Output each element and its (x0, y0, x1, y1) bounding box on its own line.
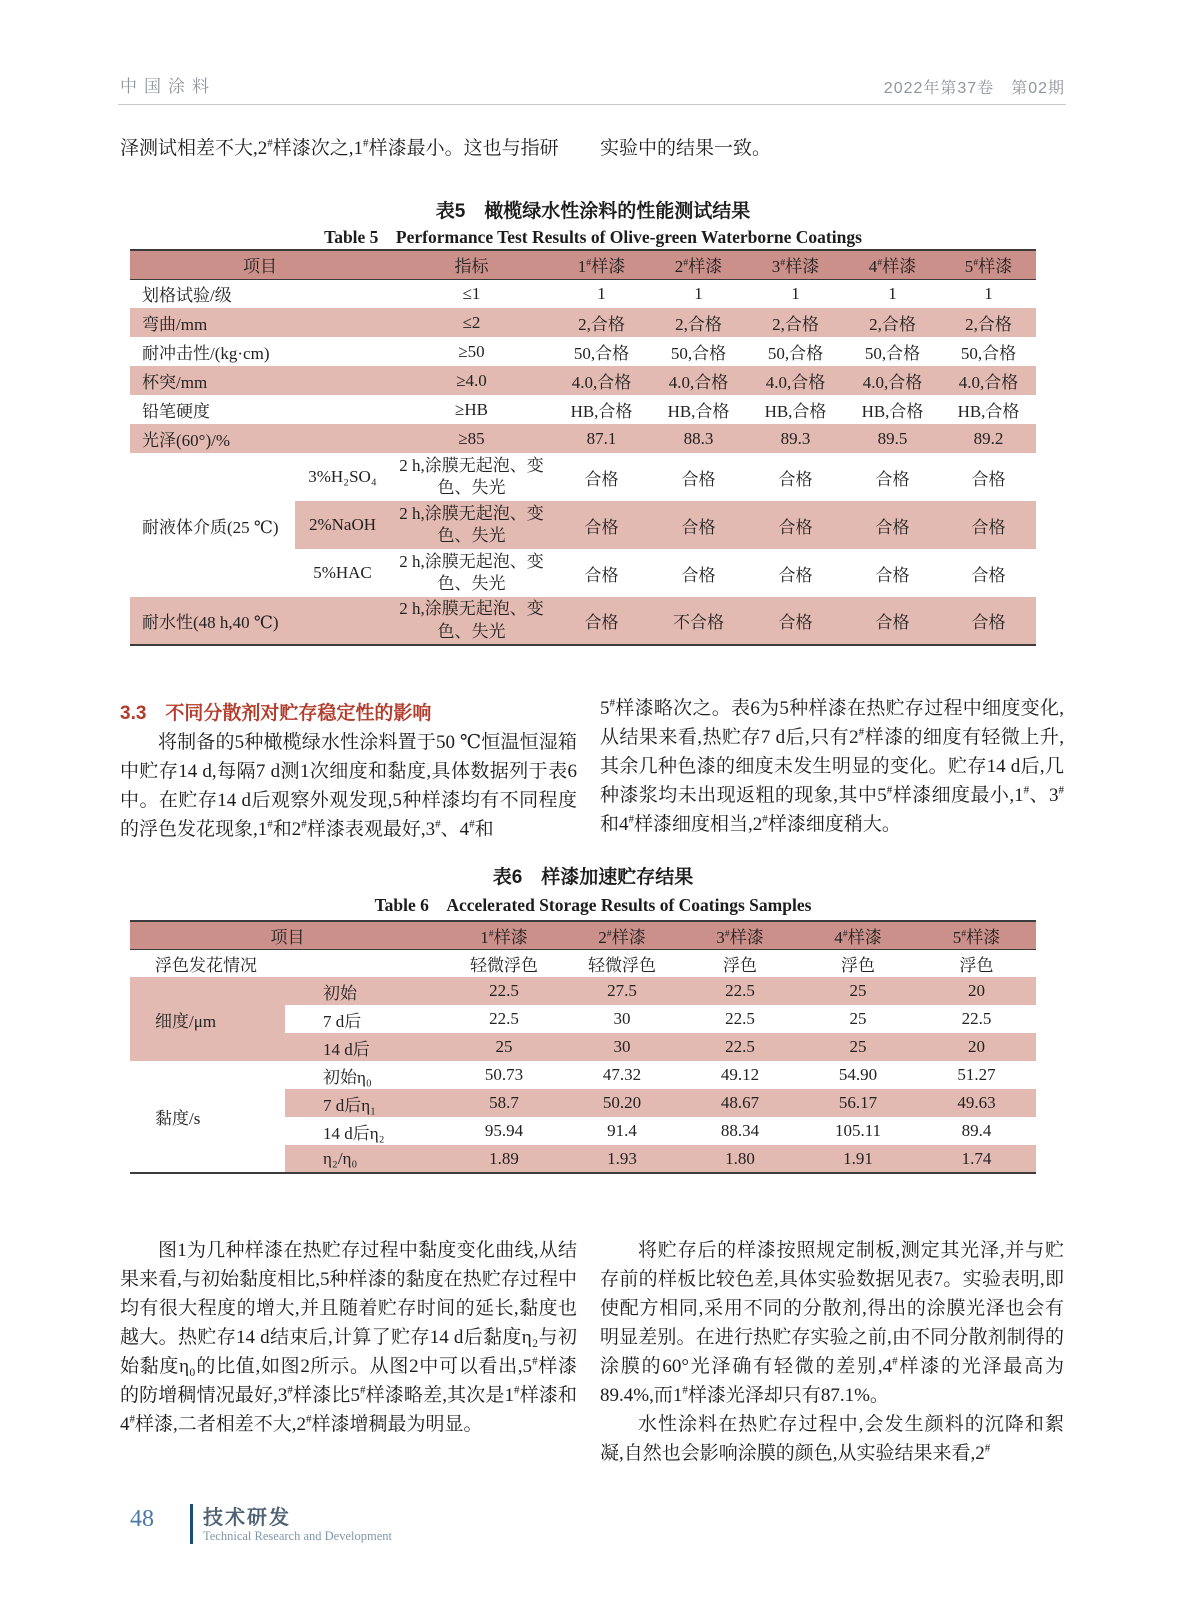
table-cell: 25 (799, 977, 917, 1005)
table5-title-en: Table 5 Performance Test Results of Olive-green Waterborne Coatings (324, 227, 862, 247)
table-cell: 1 (597, 283, 606, 303)
table-cell: 2,合格 (941, 308, 1036, 337)
table-cell: 1 (791, 283, 800, 303)
intro-paragraph-right: 实验中的结果一致。 (600, 138, 772, 159)
sub-label: 初始η₀ (323, 1067, 372, 1087)
table-cell: 50,合格 (573, 344, 630, 363)
table-cell: HB,合格 (764, 402, 827, 421)
table-row (130, 453, 1036, 501)
col-header-sample2: 2#样漆 (650, 250, 747, 279)
table-cell: ≥85 (390, 424, 553, 453)
table-cell: 合格 (971, 565, 1006, 585)
col-header-sample3: 3#样漆 (747, 250, 844, 279)
table-cell: 合格 (875, 565, 910, 585)
group-label: 耐液体介质(25 ℃) (142, 517, 279, 537)
col-header-sample5: 5#样漆 (941, 250, 1036, 279)
table-cell: 合格 (844, 501, 941, 549)
col-header-item: 项目 (130, 250, 390, 279)
table-cell: 合格 (875, 469, 910, 489)
bottom-paragraph-right (600, 1236, 1064, 1468)
table-cell: 1.74 (917, 1145, 1036, 1173)
section-paragraph-right: 5#样漆略次之。表6为5种样漆在热贮存过程中细度变化,从结果来看,热贮存7 d后,只有2#样漆的细度有轻微上升,其余几种色漆的细度未发生明显的变化。贮存14 d后,几种漆浆均未出现返粗的现象,其中5#样漆细度最小,1#、3#和4#样漆细度相当,2#样漆细度稍大。 (600, 697, 1064, 835)
table-row (130, 949, 1036, 977)
table-cell: 浮色 (841, 955, 875, 975)
table-cell: 合格 (747, 501, 844, 549)
table-cell: 95.94 (484, 1121, 524, 1140)
col-header-sample4: 4#样漆 (844, 250, 941, 279)
col-header-spec: 指标 (390, 250, 553, 279)
col-header-item: 项目 (130, 921, 445, 949)
row-label: 铅笔硬度 (142, 402, 210, 421)
table-cell: 2 h,涂膜无起泡、变色、失光 (390, 597, 553, 645)
sub-label: 初始 (285, 977, 445, 1005)
table-cell: ≥4.0 (390, 366, 553, 395)
table-cell: 1 (694, 283, 703, 303)
group-label: 细度/μm (130, 977, 285, 1061)
table5-header-row (130, 250, 1036, 279)
table-cell: 48.67 (681, 1089, 799, 1117)
header-rule (118, 104, 1066, 105)
table-cell: HB,合格 (861, 402, 924, 421)
intro-paragraph-left: 泽测试相差不大,2#样漆次之,1#样漆最小。这也与指研 (120, 137, 559, 159)
table-row (130, 395, 1036, 424)
table-cell: ≥HB (455, 399, 488, 419)
table-cell: 2,合格 (650, 308, 747, 337)
row-label: 耐水性(48 h,40 ℃) (130, 597, 390, 645)
table-cell: 4.0,合格 (553, 366, 650, 395)
table5 (130, 249, 1036, 646)
table-row (130, 337, 1036, 366)
col-header-sample4: 4#样漆 (799, 921, 917, 949)
col-header-sample2: 2#样漆 (563, 921, 681, 949)
table-cell: 49.63 (917, 1089, 1036, 1117)
table-cell: ≤1 (462, 283, 481, 303)
table-cell: 4.0,合格 (650, 366, 747, 395)
page-number: 48 (130, 1506, 154, 1532)
table-cell: 87.1 (553, 424, 650, 453)
sub-label: 14 d后η₂ (323, 1123, 385, 1143)
section-heading: 3.3 不同分散剂对贮存稳定性的影响 (120, 703, 432, 724)
bottom-paragraph-left (120, 1236, 577, 1439)
table-cell: 1.89 (445, 1145, 563, 1173)
table-cell: 合格 (778, 565, 813, 585)
table-row (130, 308, 1036, 337)
sub-label: 3%H₂SO₄ (308, 467, 377, 486)
table-cell: 合格 (941, 597, 1036, 645)
footer-section-cn: 技术研发 (203, 1507, 291, 1529)
table-cell: ≤2 (390, 308, 553, 337)
table-cell: 4.0,合格 (747, 366, 844, 395)
table-cell: 合格 (941, 501, 1036, 549)
table-cell: 1 (984, 283, 993, 303)
table-cell: 22.5 (489, 1009, 519, 1028)
table-cell: HB,合格 (570, 402, 633, 421)
table-cell: 89.3 (747, 424, 844, 453)
journal-name: 中国涂料 (120, 77, 216, 96)
sub-label: 14 d后 (285, 1033, 445, 1061)
table-cell: 1.80 (681, 1145, 799, 1173)
table-cell: 合格 (553, 501, 650, 549)
table-cell: 2 h,涂膜无起泡、变色、失光 (390, 501, 553, 549)
table-cell: 88.34 (720, 1121, 760, 1140)
table-cell: 1 (888, 283, 897, 303)
table-cell: 49.12 (720, 1065, 760, 1084)
table-cell: 50,合格 (670, 344, 727, 363)
table-row (130, 366, 1036, 395)
table-cell: 轻微浮色 (470, 955, 538, 975)
table-cell: HB,合格 (957, 402, 1020, 421)
table6-header-row (130, 921, 1036, 949)
table-cell: 89.4 (961, 1121, 992, 1140)
footer-section-en: Technical Research and Development (203, 1529, 392, 1543)
table-cell: 25 (849, 1009, 867, 1028)
table-cell: 50,合格 (960, 344, 1017, 363)
table-cell: 22.5 (681, 1033, 799, 1061)
table-cell: 4.0,合格 (941, 366, 1036, 395)
row-label: 浮色发花情况 (155, 955, 257, 975)
table-cell: 合格 (650, 501, 747, 549)
paragraph: 水性涂料在热贮存过程中,会发生颜料的沉降和絮凝,自然也会影响涂膜的颜色,从实验结果来看,2# (600, 1414, 1064, 1464)
table-cell: 50.20 (563, 1089, 681, 1117)
table-cell: 合格 (778, 469, 813, 489)
table-cell: 30 (613, 1009, 631, 1028)
table-row (130, 279, 1036, 308)
table-cell: 27.5 (563, 977, 681, 1005)
issue-info: 2022年第37卷 第02期 (883, 80, 1065, 97)
table-row (130, 977, 1036, 1005)
col-header-sample1: 1#样漆 (445, 921, 563, 949)
table-cell: 4.0,合格 (844, 366, 941, 395)
table-cell: 合格 (584, 565, 619, 585)
table-cell: 89.5 (844, 424, 941, 453)
group-label: 黏度/s (155, 1109, 201, 1128)
table-cell: 25 (445, 1033, 563, 1061)
table-cell: 2,合格 (553, 308, 650, 337)
table-cell: 浮色 (959, 955, 994, 975)
table-cell: HB,合格 (667, 402, 730, 421)
sub-label: η₂/η₀ (285, 1145, 445, 1173)
sub-label: 5%HAC (313, 563, 372, 582)
table-cell: 54.90 (838, 1065, 878, 1084)
table-row (130, 424, 1036, 453)
table-row (130, 1061, 1036, 1089)
sub-label: 7 d后η₁ (285, 1089, 445, 1117)
row-label: 杯突/mm (130, 366, 390, 395)
table-cell: 50,合格 (767, 344, 824, 363)
table-cell: 50.73 (484, 1065, 524, 1084)
table-cell: 88.3 (650, 424, 747, 453)
table-cell: 22.5 (725, 1009, 755, 1028)
table-cell: 2,合格 (844, 308, 941, 337)
section-paragraph-left (120, 728, 577, 844)
table-cell: 合格 (747, 597, 844, 645)
table6 (130, 920, 1036, 1174)
table-cell: 不合格 (650, 597, 747, 645)
table-cell: 105.11 (834, 1121, 882, 1140)
table-cell: 20 (917, 977, 1036, 1005)
footer-divider-bar (190, 1504, 193, 1544)
table-cell: 58.7 (445, 1089, 563, 1117)
paragraph: 图1为几种样漆在热贮存过程中黏度变化曲线,从结果来看,与初始黏度相比,5种样漆的黏度在热贮存过程中均有很大程度的增大,并且随着贮存时间的延长,黏度也越大。热贮存14 d结束后,计算了贮存14 d后黏度η₂与初始黏度η₀的比值,如图2所示。从图2中可以看出,5#样漆的防增稠情况最好,3#样漆比5#样漆略差,其次是1#样漆和4#样漆,二者相差不大,2#样漆增稠最为明显。 (120, 1240, 577, 1435)
table6-title-en: Table 6 Accelerated Storage Results of Coatings Samples (374, 895, 812, 915)
table-cell: 20 (917, 1033, 1036, 1061)
table-cell: 1.91 (799, 1145, 917, 1173)
table-cell: 合格 (681, 469, 716, 489)
table-cell: 2 h,涂膜无起泡、变色、失光 (399, 551, 544, 593)
table-cell: 50,合格 (864, 344, 921, 363)
paragraph: 将制备的5种橄榄绿水性涂料置于50 ℃恒温恒湿箱中贮存14 d,每隔7 d测1次细度和黏度,具体数据列于表6中。在贮存14 d后观察外观发现,5种样漆均有不同程度的浮色发花现象,1#和2#样漆表观最好,3#、4#和 (120, 732, 577, 840)
table-cell: 22.5 (681, 977, 799, 1005)
table-cell: 合格 (681, 565, 716, 585)
col-header-sample1: 1#样漆 (553, 250, 650, 279)
table-cell: ≥50 (458, 341, 485, 361)
row-label: 弯曲/mm (130, 308, 390, 337)
table-row (130, 597, 1036, 645)
table6-title-cn: 表6 样漆加速贮存结果 (492, 867, 694, 888)
table-cell: 91.4 (607, 1121, 637, 1140)
table-cell: 22.5 (445, 977, 563, 1005)
table-cell: 22.5 (961, 1009, 992, 1028)
table-cell: 47.32 (602, 1065, 642, 1084)
sub-label: 2%NaOH (295, 501, 390, 549)
table-cell: 2,合格 (747, 308, 844, 337)
table-cell: 合格 (553, 597, 650, 645)
table-cell: 30 (563, 1033, 681, 1061)
sub-label: 7 d后 (323, 1011, 362, 1031)
col-header-sample3: 3#样漆 (681, 921, 799, 949)
table-cell: 51.27 (957, 1065, 996, 1084)
table-cell: 1.93 (563, 1145, 681, 1173)
table-cell: 56.17 (799, 1089, 917, 1117)
table-cell: 2 h,涂膜无起泡、变色、失光 (399, 455, 544, 497)
table-cell: 合格 (971, 469, 1006, 489)
table-cell: 89.2 (941, 424, 1036, 453)
row-label: 耐冲击性/(kg·cm) (142, 344, 270, 363)
col-header-sample5: 5#样漆 (917, 921, 1036, 949)
table-cell: 合格 (584, 469, 619, 489)
table-cell: 浮色 (723, 955, 757, 975)
table-cell: 合格 (844, 597, 941, 645)
row-label: 光泽(60°)/% (130, 424, 390, 453)
row-label: 划格试验/级 (142, 286, 232, 306)
paragraph: 将贮存后的样漆按照规定制板,测定其光泽,并与贮存前的样板比较色差,具体实验数据见表7。实验表明,即使配方相同,采用不同的分散剂,得出的涂膜光泽也会有明显差别。在进行热贮存实验之前,由不同分散剂制得的涂膜的60°光泽确有轻微的差别,4#样漆的光泽最高为89.4%,而1#样漆光泽却只有87.1%。 (600, 1240, 1064, 1406)
table-cell: 25 (799, 1033, 917, 1061)
table5-title-cn: 表5 橄榄绿水性涂料的性能测试结果 (435, 201, 751, 222)
table-cell: 轻微浮色 (588, 955, 656, 975)
